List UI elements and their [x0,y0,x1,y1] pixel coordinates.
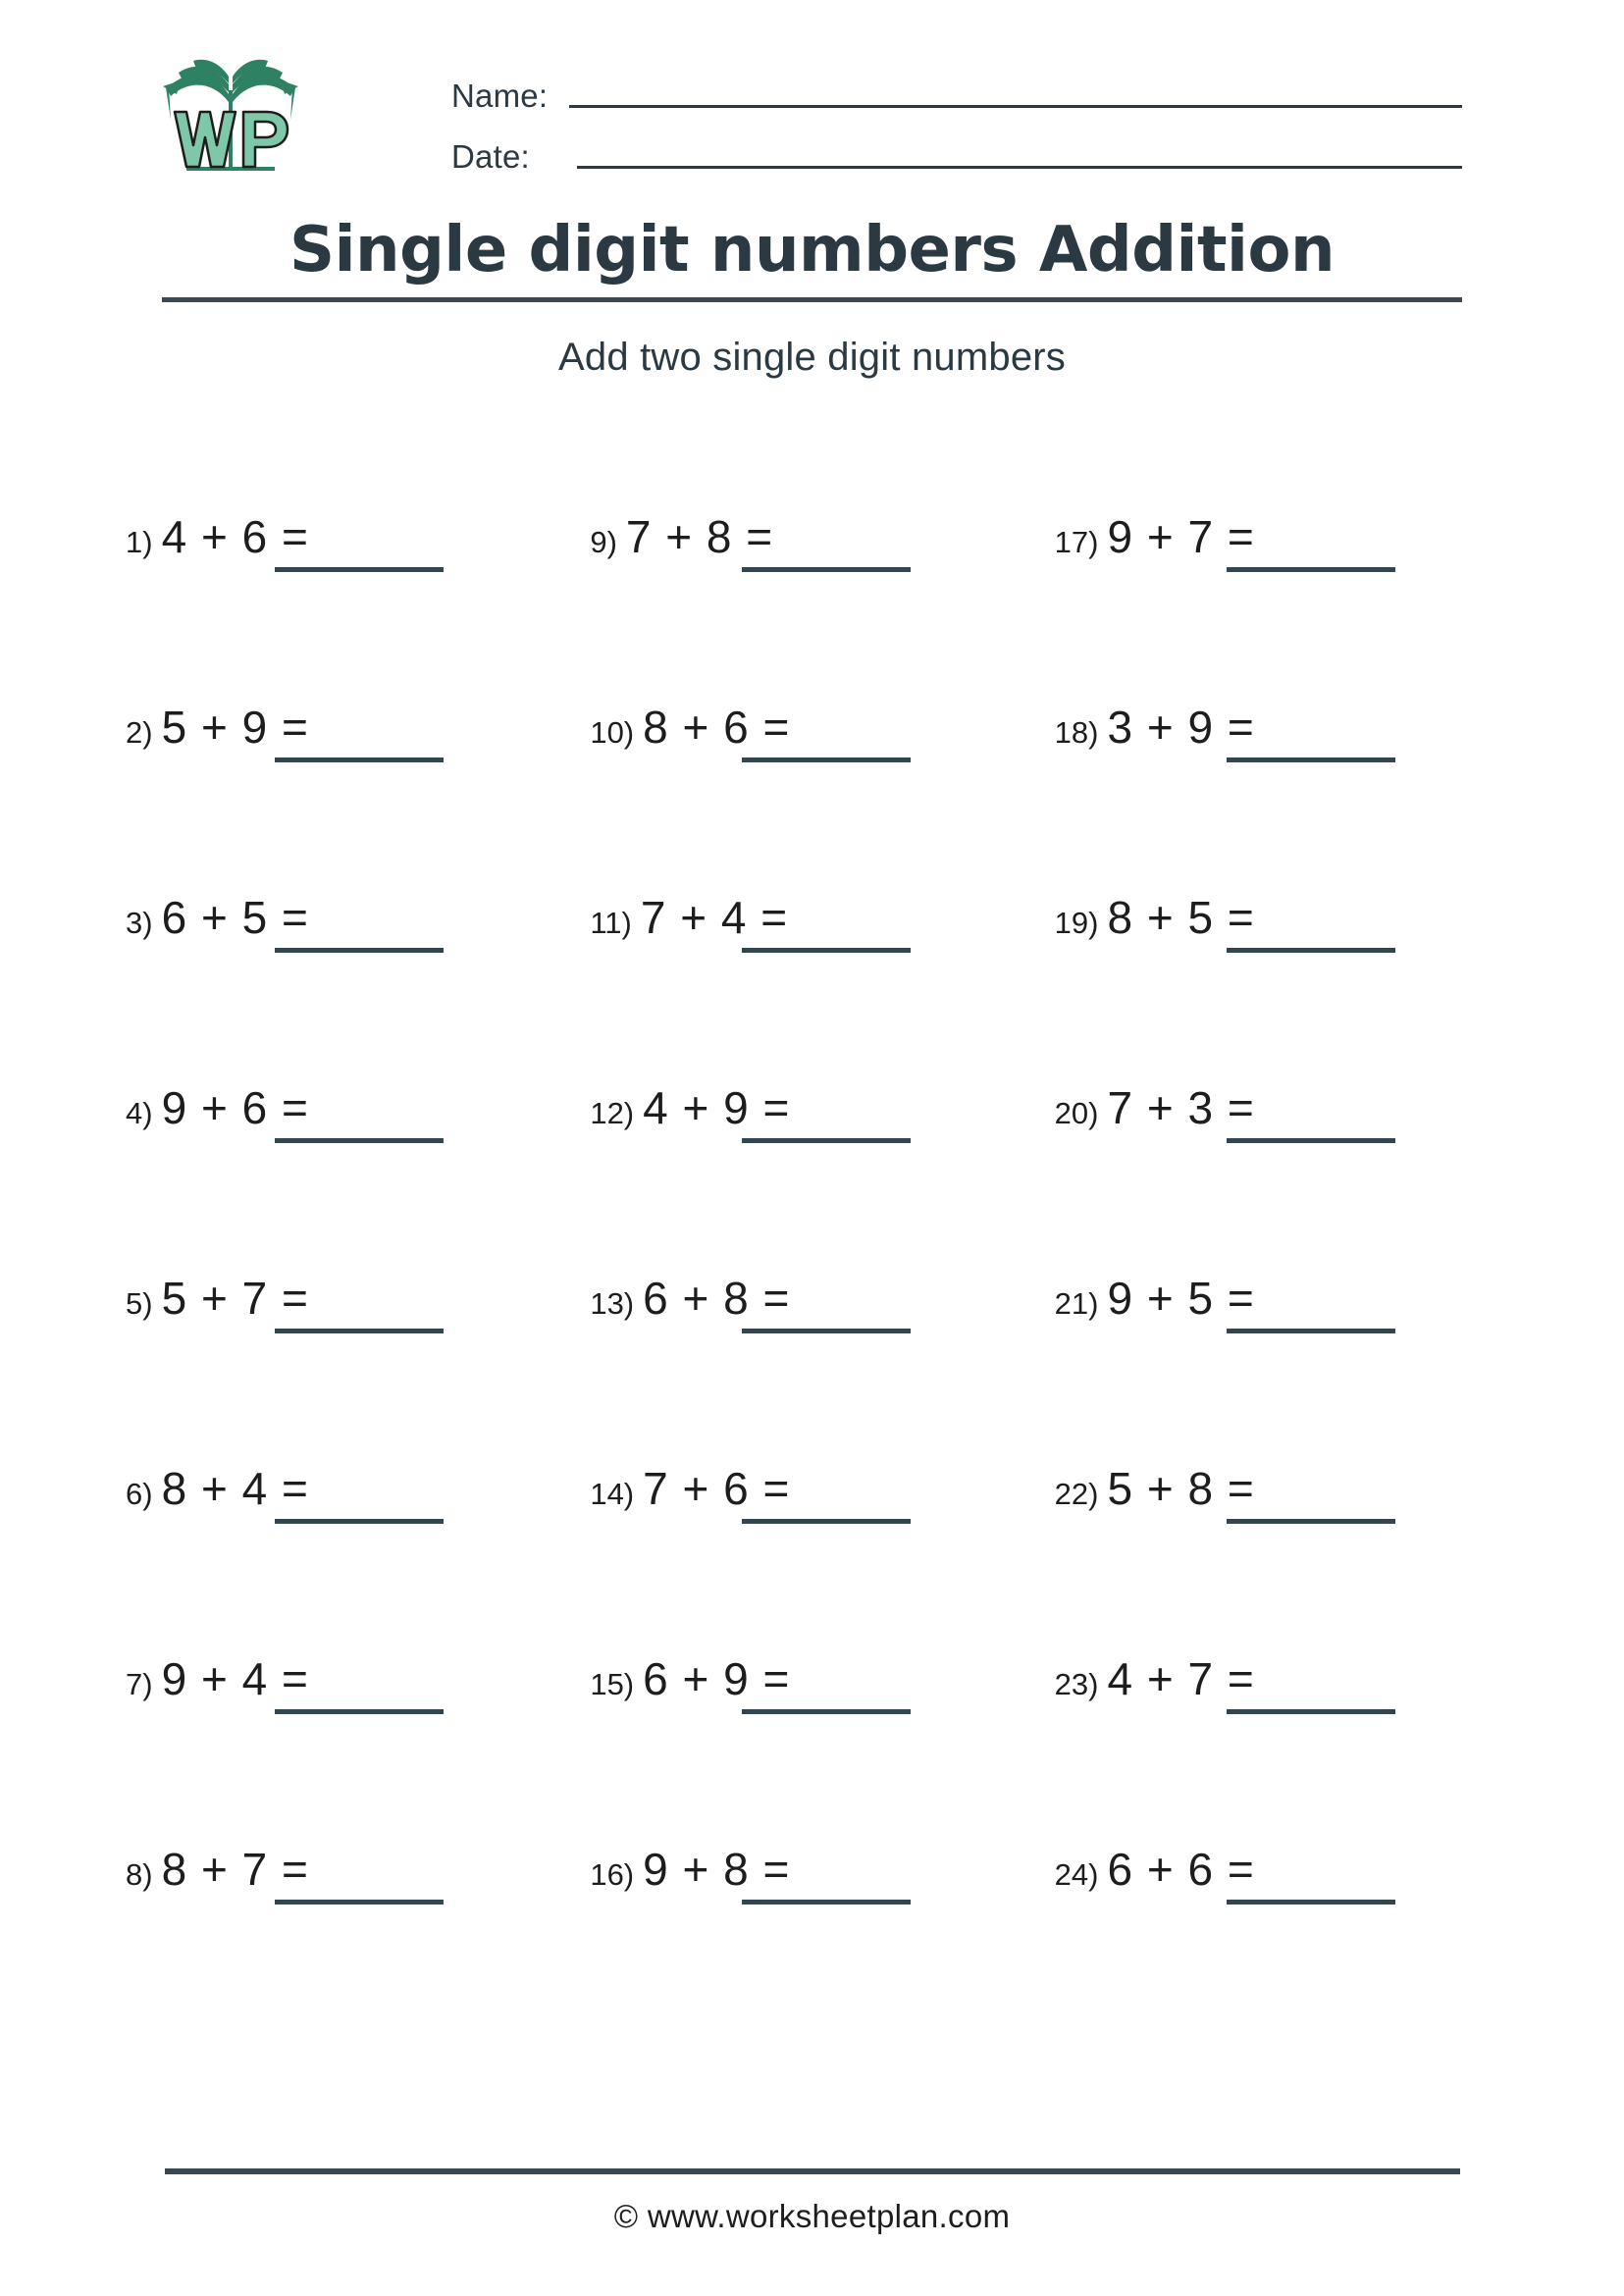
name-field-row [451,57,1462,118]
problem-equation: 7 + 8 = [625,511,774,562]
worksheet-header [0,39,1624,186]
answer-blank[interactable] [275,1709,444,1714]
date-label: Date: [451,138,530,175]
title-divider [162,297,1462,302]
problem-23 [1055,1652,1519,1843]
footer-copyright: © www.worksheetplan.com [613,2198,1011,2234]
problem-equation: 8 + 6 = [643,702,791,753]
problem-19 [1055,891,1519,1081]
title-block [0,214,1624,380]
problem-expression-row [590,1081,1054,1134]
problem-4 [126,1081,590,1272]
student-info-fields [451,57,1462,179]
answer-blank[interactable] [742,1900,911,1905]
problem-equation: 9 + 7 = [1107,511,1255,562]
problem-expression-row [126,1272,590,1325]
problem-number: 16) [590,1857,635,1892]
problem-equation: 8 + 4 = [161,1463,309,1514]
problem-expression-row [590,510,1054,563]
answer-blank[interactable] [275,1519,444,1524]
problem-expression-row [1055,891,1519,944]
answer-blank[interactable] [275,1138,444,1143]
problem-expression-row [126,1081,590,1134]
answer-blank[interactable] [742,1709,911,1714]
problem-7 [126,1652,590,1843]
problem-expression-row [1055,1081,1519,1134]
problem-8 [126,1843,590,2033]
problem-equation: 5 + 8 = [1107,1463,1255,1514]
problem-number: 14) [590,1477,635,1511]
problem-10 [590,701,1054,891]
worksheetplan-book-logo [157,51,304,183]
problem-number: 7) [126,1667,153,1701]
problem-number: 15) [590,1667,635,1701]
problem-equation: 6 + 8 = [643,1273,791,1324]
problem-expression-row [126,701,590,754]
problem-expression-row [126,891,590,944]
problem-expression-row [590,1462,1054,1515]
problem-17 [1055,510,1519,701]
problem-number: 11) [590,906,632,940]
answer-blank[interactable] [275,1900,444,1905]
problem-21 [1055,1272,1519,1462]
problem-2 [126,701,590,891]
problem-expression-row [590,1843,1054,1896]
problem-number: 3) [126,906,153,940]
answer-blank[interactable] [742,567,911,572]
problem-expression-row [126,510,590,563]
problem-equation: 9 + 4 = [161,1653,309,1704]
answer-blank[interactable] [275,948,444,953]
problem-expression-row [126,1652,590,1705]
problem-number: 9) [590,525,617,559]
answer-blank[interactable] [1227,567,1395,572]
answer-blank[interactable] [275,1329,444,1333]
problem-number: 1) [126,525,153,559]
answer-blank[interactable] [1227,1709,1395,1714]
problem-equation: 6 + 9 = [643,1653,791,1704]
problem-equation: 5 + 7 = [161,1273,309,1324]
problem-equation: 5 + 9 = [161,702,309,753]
problem-1 [126,510,590,701]
problem-equation: 8 + 7 = [161,1844,309,1895]
problem-number: 4) [126,1096,153,1130]
problem-equation: 7 + 3 = [1107,1082,1255,1133]
problems-grid [126,510,1519,2033]
answer-blank[interactable] [1227,1900,1395,1905]
problem-16 [590,1843,1054,2033]
answer-blank[interactable] [742,1519,911,1524]
problem-expression-row [590,701,1054,754]
problem-equation: 6 + 5 = [161,892,309,943]
answer-blank[interactable] [1227,757,1395,762]
problem-number: 6) [126,1477,153,1511]
problem-number: 18) [1054,715,1099,750]
name-label: Name: [451,78,549,114]
problem-3 [126,891,590,1081]
problem-number: 5) [126,1286,153,1321]
name-input-line[interactable] [569,105,1462,108]
problem-equation: 9 + 8 = [643,1844,791,1895]
problem-equation: 9 + 5 = [1107,1273,1255,1324]
problem-expression-row [1055,1843,1519,1896]
answer-blank[interactable] [1227,1138,1395,1143]
problem-expression-row [590,1272,1054,1325]
problem-expression-row [126,1843,590,1896]
problem-number: 8) [126,1857,153,1892]
problem-number: 17) [1054,525,1099,559]
problem-equation: 4 + 9 = [643,1082,791,1133]
date-input-line[interactable] [577,166,1462,169]
problem-number: 12) [590,1096,635,1130]
answer-blank[interactable] [742,1138,911,1143]
problem-11 [590,891,1054,1081]
problem-5 [126,1272,590,1462]
problem-number: 24) [1054,1857,1099,1892]
problem-equation: 7 + 4 = [640,892,789,943]
answer-blank[interactable] [1227,1329,1395,1333]
problem-expression-row [590,891,1054,944]
problem-15 [590,1652,1054,1843]
problem-equation: 3 + 9 = [1107,702,1255,753]
problem-number: 13) [590,1286,635,1321]
problem-number: 22) [1054,1477,1099,1511]
problem-20 [1055,1081,1519,1272]
problem-expression-row [1055,1652,1519,1705]
page-subtitle: Add two single digit numbers [558,336,1066,380]
problem-equation: 9 + 6 = [161,1082,309,1133]
problem-expression-row [1055,1462,1519,1515]
problem-number: 23) [1054,1667,1099,1701]
problem-14 [590,1462,1054,1652]
problem-22 [1055,1462,1519,1652]
answer-blank[interactable] [275,757,444,762]
problem-number: 19) [1054,906,1099,940]
problem-expression-row [1055,701,1519,754]
date-field-row [451,118,1462,179]
answer-blank[interactable] [275,567,444,572]
problem-expression-row [590,1652,1054,1705]
answer-blank[interactable] [742,948,911,953]
problem-24 [1055,1843,1519,2033]
answer-blank[interactable] [1227,1519,1395,1524]
problem-number: 20) [1054,1096,1099,1130]
footer-divider [165,2168,1460,2174]
problem-expression-row [126,1462,590,1515]
problem-equation: 8 + 5 = [1107,892,1255,943]
problem-9 [590,510,1054,701]
worksheet-footer [0,2168,1624,2235]
problem-number: 21) [1054,1286,1099,1321]
answer-blank[interactable] [1227,948,1395,953]
problem-equation: 6 + 6 = [1107,1844,1255,1895]
problem-6 [126,1462,590,1652]
problem-expression-row [1055,510,1519,563]
problem-equation: 4 + 6 = [161,511,309,562]
problem-equation: 4 + 7 = [1107,1653,1255,1704]
problem-12 [590,1081,1054,1272]
problem-number: 2) [126,715,153,750]
page-title: Single digit numbers Addition [288,214,1336,287]
problem-13 [590,1272,1054,1462]
problem-equation: 7 + 6 = [643,1463,791,1514]
problem-expression-row [1055,1272,1519,1325]
problem-18 [1055,701,1519,891]
answer-blank[interactable] [742,757,911,762]
problem-number: 10) [590,715,635,750]
answer-blank[interactable] [742,1329,911,1333]
